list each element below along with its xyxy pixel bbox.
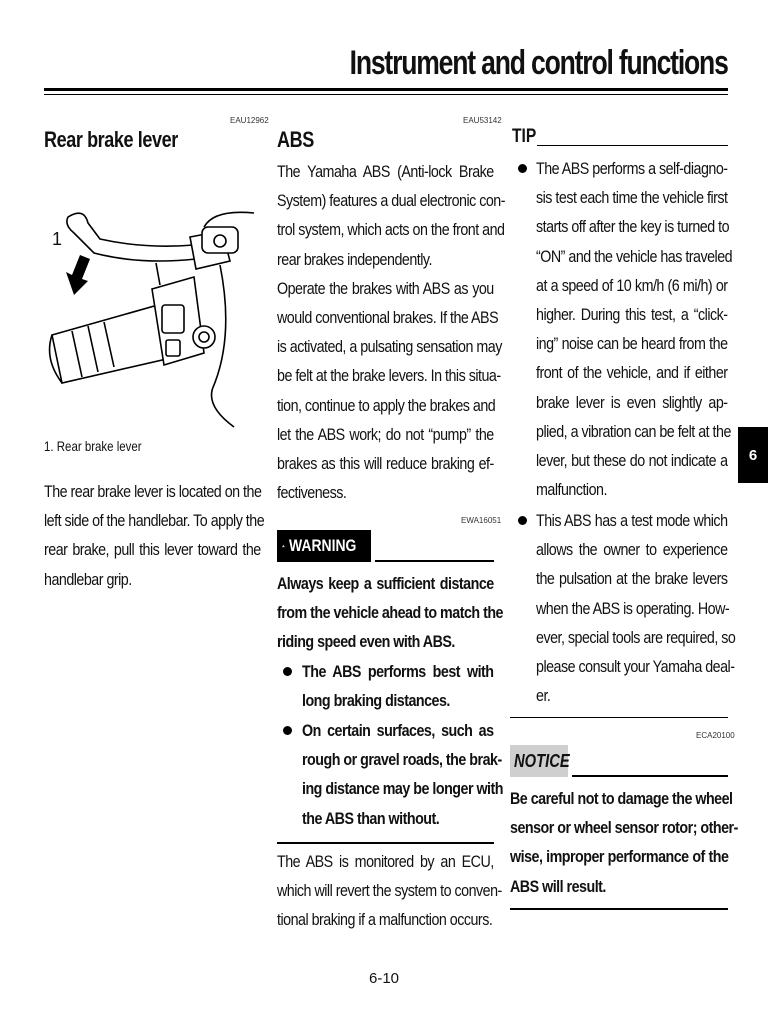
text-line: let the ABS work; do not “pump” the [277, 424, 494, 444]
callout-number-1: 1 [52, 229, 63, 249]
tip-label: TIP [512, 126, 537, 147]
text-line: would conventional brakes. If the ABS [277, 308, 499, 328]
text-line: brake lever is even slightly ap- [536, 392, 728, 412]
abs-paragraph-1 [277, 157, 535, 507]
warning-label: WARNING [288, 536, 357, 555]
bullet-dot-icon [283, 726, 292, 735]
text-line: Always keep a sufficient distance [277, 574, 494, 593]
text-line: brakes as this will reduce braking ef- [277, 454, 494, 474]
text-line: is activated, a pulsating sensation may [277, 337, 502, 357]
warning-text [277, 569, 535, 657]
text-line: allows the owner to experience [536, 540, 728, 560]
text-line: The ABS performs best with [302, 662, 494, 681]
text-line: plied, a vibration can be felt at the [536, 421, 731, 441]
text-line: handlebar grip. [44, 569, 132, 589]
notice-code: ECA20100 [696, 731, 735, 740]
text-line: sis test each time the vehicle first [536, 188, 728, 208]
abs-paragraph-2 [277, 847, 535, 935]
text-line: wise, improper performance of the [510, 847, 729, 867]
text-line: The rear brake lever is located on the [44, 482, 262, 501]
bullet-dot-icon [283, 667, 292, 676]
text-line: ABS will result. [510, 876, 606, 896]
tip-end-rule [510, 717, 728, 718]
text-line: lever, but these do not indicate a [536, 451, 728, 471]
text-line: “ON” and the vehicle has traveled [536, 246, 733, 266]
text-line: On certain surfaces, such as [302, 721, 494, 740]
tip-bullet-1 [536, 154, 764, 504]
text-line: higher. During this test, a “click- [536, 305, 728, 325]
warning-badge [277, 530, 371, 562]
text-line: malfunction. [536, 480, 607, 500]
text-line: Be careful not to damage the wheel [510, 789, 733, 808]
page-number: 6-10 [368, 970, 400, 987]
warning-rule [375, 560, 494, 562]
notice-end-rule [510, 908, 728, 910]
section-code-rear-brake: EAU12962 [230, 116, 269, 125]
text-line: The ABS is monitored by an ECU, [277, 852, 494, 871]
text-line: This ABS has a test mode which [536, 511, 728, 530]
text-line: from the vehicle ahead to match the [277, 603, 503, 623]
text-line: er. [536, 686, 551, 706]
text-line: starts off after the key is turned to [536, 217, 730, 237]
warning-triangle-icon [282, 536, 285, 556]
header-rule-thin [44, 94, 728, 95]
text-line: rough or gravel roads, the brak- [302, 750, 502, 770]
tip-bullet-2 [536, 506, 764, 710]
text-line: ing” noise can be heard from the [536, 334, 728, 354]
heading-rear-brake-lever: Rear brake lever [44, 127, 178, 152]
text-line: ing distance may be longer with [302, 779, 503, 799]
header-rule-thick [44, 88, 728, 91]
warning-code: EWA16051 [461, 516, 502, 525]
text-line: trol system, which acts on the front and [277, 220, 505, 240]
text-line: The ABS performs a self-diagno- [536, 159, 728, 178]
rear-brake-text [44, 477, 302, 594]
text-line: tional braking if a malfunction occurs. [277, 910, 493, 930]
text-line: front of the vehicle, and if either [536, 363, 728, 383]
text-line: Operate the brakes with ABS as you [277, 278, 494, 298]
warning-end-rule [277, 842, 494, 844]
notice-rule [572, 775, 728, 777]
bullet-dot-icon [518, 516, 527, 525]
text-line: at a speed of 10 km/h (6 mi/h) or [536, 275, 728, 295]
figure-caption: 1. Rear brake lever [44, 438, 142, 454]
text-line: long braking distances. [302, 691, 450, 711]
text-line: sensor or wheel sensor rotor; other- [510, 818, 738, 838]
warning-bullet-1 [302, 657, 530, 715]
tip-rule [537, 145, 728, 146]
section-code-abs: EAU53142 [463, 116, 502, 125]
warning-bullet-2 [302, 716, 530, 833]
text-line: when the ABS is operating. How- [536, 598, 730, 618]
text-line: rear brakes independently. [277, 249, 432, 269]
notice-badge [510, 745, 568, 777]
text-line: which will revert the system to conven- [277, 881, 502, 901]
text-line: The Yamaha ABS (Anti-lock Brake [277, 162, 494, 181]
heading-abs: ABS [277, 127, 314, 152]
text-line: System) features a dual electronic con- [277, 191, 505, 211]
text-line: fectiveness. [277, 483, 347, 503]
text-line: left side of the handlebar. To apply the [44, 511, 265, 531]
text-line: rear brake, pull this lever toward the [44, 540, 261, 560]
text-line: please consult your Yamaha deal- [536, 657, 735, 677]
rear-brake-lever-illustration [44, 205, 264, 435]
text-line: be felt at the brake levers. In this situa- [277, 366, 501, 386]
notice-text [510, 784, 768, 901]
text-line: the ABS than without. [302, 808, 440, 828]
bullet-dot-icon [518, 164, 527, 173]
section-tab: 6 [738, 427, 768, 483]
text-line: riding speed even with ABS. [277, 632, 455, 652]
page-header-title: Instrument and control functions [349, 44, 728, 82]
text-line: tion, continue to apply the brakes and [277, 395, 496, 415]
text-line: ever, special tools are required, so [536, 627, 736, 647]
notice-label: NOTICE [514, 750, 570, 771]
text-line: the pulsation at the brake levers [536, 569, 728, 589]
